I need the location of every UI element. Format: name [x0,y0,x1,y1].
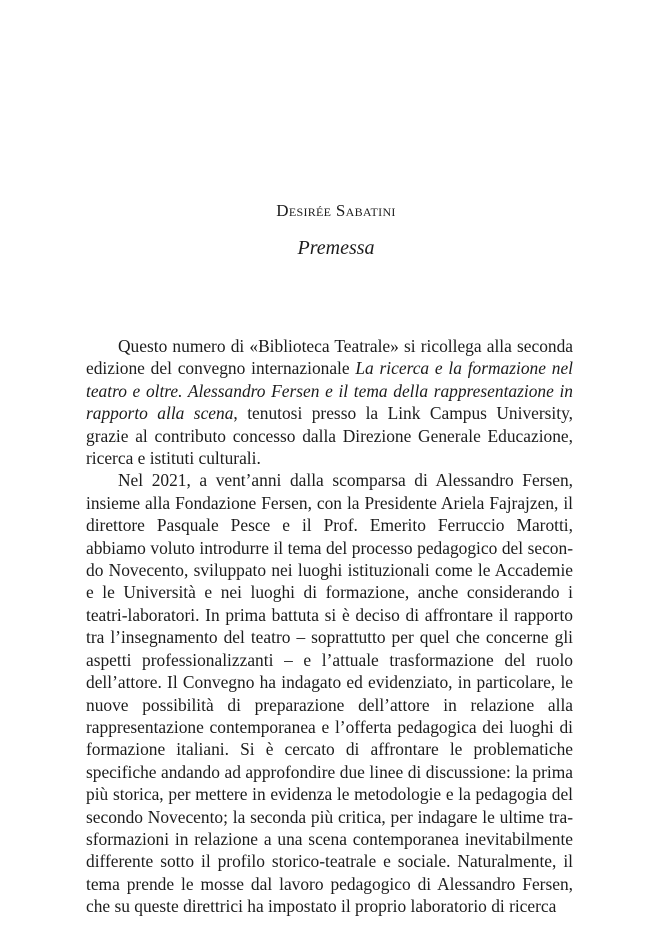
paragraph-1-text-start: Questo numero di «Biblioteca Teatrale» si ricollega alla seconda edizione del convegno internazionale [86,336,573,379]
paragraph-1 [86,335,573,469]
conference-title: La ricerca e la formazione nel teatro e oltre. Alessandro Fersen e il tema della rappresentazione in rapporto alla scena [86,358,573,424]
body-text [86,335,573,918]
paragraph-2: Nel 2021, a vent’anni dalla scomparsa di Alessandro Fersen, insieme alla Fondazione Fersen, con la Presidente Ariela Fajrajzen, il direttore Pasquale Pesce e il Prof. Emerito Ferruccio Marotti, abbiamo voluto introdurre il tema del processo pedagogico del secondo Novecento, sviluppato nei luoghi istituzionali come le Accademie e le Università e nei luoghi di formazione, anche considerando i teatri-laboratori. In prima battuta si è deciso di affrontare il rapporto tra l’insegnamento del teatro – soprattutto per quel che concerne gli aspetti professionalizzanti – e l’attuale trasformazione del ruolo dell’attore. Il Convegno ha indagato ed evidenziato, in particolare, le nuove possibilità di preparazione dell’attore in relazione alla rappresentazione contemporanea e l’offerta pedagogica dei luoghi di formazione italiani. Si è cercato di affrontare le problematiche specifiche andando ad approfondire due linee di discussione: la prima più storica, per mettere in evidenza le metodologie e la pedagogia del secondo Novecento; la seconda più critica, per indagare le ultime trasformazioni in relazione a una scena contemporanea inevitabilmente differente sotto il profilo storico-teatrale e sociale. Naturalmente, il tema prende le mosse dal lavoro pedagogico di Alessandro Fersen, che su queste direttrici ha impostato il proprio laboratorio di ricerca [86,470,573,917]
paragraph-1-text-end: , tenutosi presso la Link Campus University, grazie al contributo concesso dalla Direzione Generale Educazione, ricerca e istituti culturali. [86,403,573,469]
author-name: Desirée Sabatini [276,201,396,220]
chapter-title: Premessa [297,237,375,259]
